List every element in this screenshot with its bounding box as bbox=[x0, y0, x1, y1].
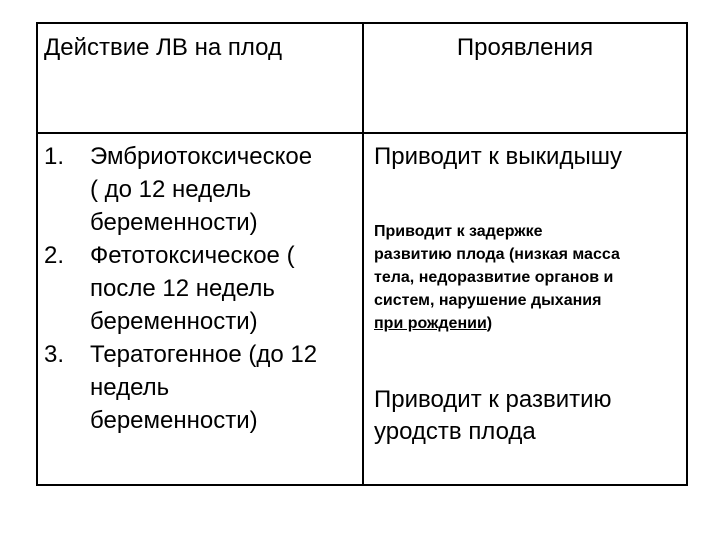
list-item-number: 2. bbox=[44, 242, 65, 269]
underlined-text: при рождении bbox=[374, 315, 487, 332]
list-item-text: Эмбриотоксическое ( до 12 недель беременности) bbox=[90, 143, 313, 236]
manifestation-line: тела, недоразвитие органов и bbox=[374, 269, 614, 286]
data-table bbox=[36, 22, 688, 486]
column-divider bbox=[362, 24, 364, 484]
manifestation-deformities: Приводит к развитию уродств плода bbox=[374, 386, 612, 445]
manifestation-miscarriage: Приводит к выкидышу bbox=[374, 143, 622, 170]
effects-list bbox=[44, 140, 362, 437]
manifestation-line: Приводит к задержке bbox=[374, 223, 543, 240]
manifestation-line: развитию плода (низкая масса bbox=[374, 246, 620, 263]
header-manifestations: Проявления bbox=[456, 34, 594, 61]
manifestation-growth-delay bbox=[374, 220, 686, 335]
closing-paren: ) bbox=[486, 315, 493, 332]
manifestation-line-last bbox=[374, 312, 686, 335]
list-item-text: Фетотоксическое ( после 12 недель беременности) bbox=[90, 242, 295, 335]
list-item-text: Тератогенное (до 12 недель беременности) bbox=[90, 341, 318, 434]
manifestation-line: систем, нарушение дыхания bbox=[374, 292, 602, 309]
list-item-number: 1. bbox=[44, 143, 65, 170]
header-divider bbox=[38, 132, 686, 134]
list-item bbox=[44, 140, 362, 239]
list-item bbox=[44, 338, 362, 437]
list-item-number: 3. bbox=[44, 341, 65, 368]
header-action: Действие ЛВ на плод bbox=[44, 34, 282, 61]
list-item bbox=[44, 239, 362, 338]
